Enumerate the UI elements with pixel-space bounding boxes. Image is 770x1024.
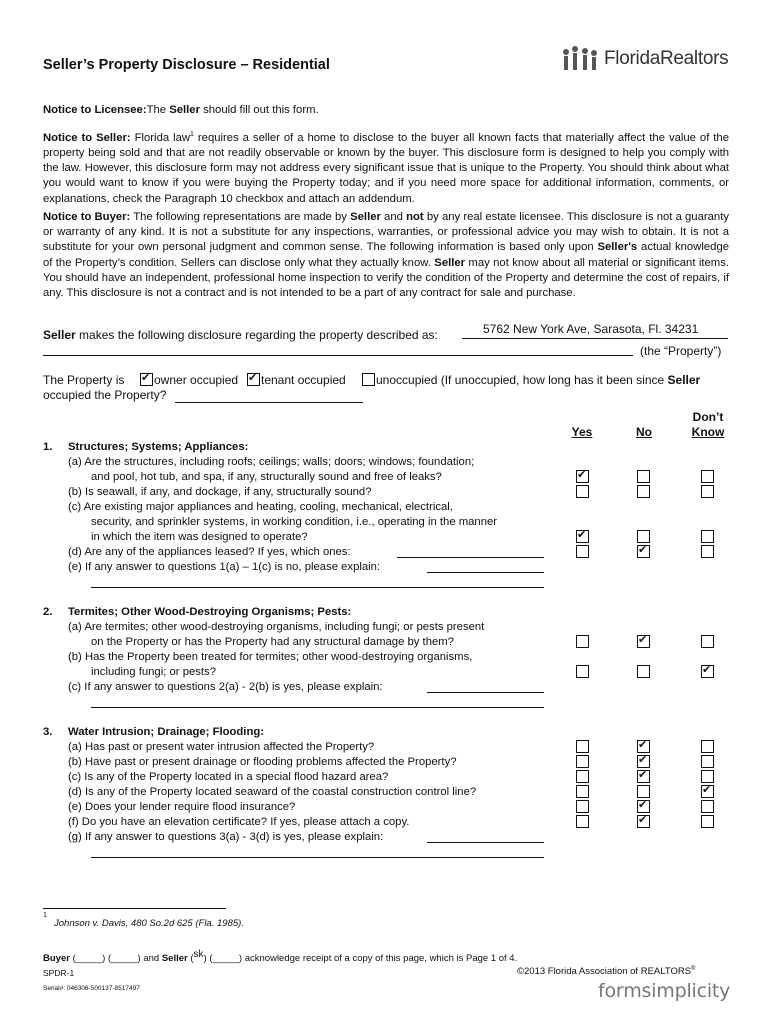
owner-occupied-label: owner occupied	[154, 373, 239, 387]
seller-initials: sk	[193, 949, 204, 960]
notice-seller: Notice to Seller: Florida law$^1$ requires a seller of a home to disclose to the buyer all known facts that materially affect the value of the property being sold and that are not readily observable or known by the buyer. This disclosure form is designed to help you comply with the law. However, this disclosure form may not address every significant issue that is unique to the Property. You should think about what you would want to know if you were buying the Property today; and if you need more space for additional information, comments, or explanations, check the Paragraph 10 checkbox and attach an addendum.	[43, 131, 729, 205]
section-3-num: 3.	[43, 726, 53, 738]
q1b-yes[interactable]	[576, 485, 589, 498]
q1d: (d) Are any of the appliances leased? If yes, which ones:	[68, 546, 351, 558]
occupancy-prefix: The Property is	[43, 373, 125, 387]
q1d-yes[interactable]	[576, 545, 589, 558]
address-line	[462, 338, 728, 339]
q3d-yes[interactable]	[576, 785, 589, 798]
q1d-no[interactable]	[637, 545, 650, 558]
q2a-no[interactable]	[637, 635, 650, 648]
col-yes: Yes	[571, 425, 593, 439]
q2b: (b) Has the Property been treated for termites; other wood-destroying organisms,	[68, 651, 473, 663]
q1c: (c) Are existing major appliances and heating, cooling, mechanical, electrical,	[68, 501, 453, 513]
q2b-dk[interactable]	[701, 665, 714, 678]
q1e-line[interactable]	[427, 572, 544, 573]
q2a-cont: on the Property or has the Property had any structural damage by them?	[91, 636, 454, 648]
q2a-yes[interactable]	[576, 635, 589, 648]
notice-buyer: Notice to Buyer: The following representations are made by Seller and not by any real estate licensee. This disclosure is not a guaranty or warranty of any kind. It is not a substitute for any inspections, warranties, or professional advice you may wish to obtain. It is not a substitute for your own personal judgment and common sense. The following information is based only upon Seller's actual knowledge of the Property’s condition. Sellers can disclose only what they actually know. Seller may not know about all material or significant items. You should have an independent, professional home inspection to verify the condition of the Property and determine the cost of repairs, if any. This disclosure is not a contract and is not intended to be a part of any contract for sale and purchase.	[43, 211, 730, 300]
footnote-text: Johnson v. Davis, 480 So.2d 625 (Fla. 1985).	[54, 918, 244, 929]
section-3-title: Water Intrusion; Drainage; Flooding:	[68, 726, 265, 738]
brand-name: FloridaRealtors	[604, 48, 729, 69]
q1a-dk[interactable]	[701, 470, 714, 483]
q3g-line[interactable]	[427, 842, 544, 843]
q3f-no[interactable]	[637, 815, 650, 828]
q3d-no[interactable]	[637, 785, 650, 798]
florida-realtors-logo	[560, 44, 730, 76]
q1b-dk[interactable]	[701, 485, 714, 498]
col-dont: Don’t	[692, 410, 724, 424]
property-suffix: (the “Property”)	[640, 344, 722, 358]
q1b-no[interactable]	[637, 485, 650, 498]
q3d: (d) Is any of the Property located seaward of the coastal construction control line?	[68, 786, 477, 798]
q3c-dk[interactable]	[701, 770, 714, 783]
property-intro: Seller makes the following disclosure regarding the property described as:	[43, 328, 438, 342]
notice-licensee: Notice to Licensee:The Seller should fill out this form.	[43, 104, 319, 116]
q3a-dk[interactable]	[701, 740, 714, 753]
q3e-dk[interactable]	[701, 800, 714, 813]
q1c-dk[interactable]	[701, 530, 714, 543]
q2a: (a) Are termites; other wood-destroying organisms, including fungi; or pests present	[68, 621, 485, 633]
q3a-yes[interactable]	[576, 740, 589, 753]
footnote-divider	[43, 908, 226, 909]
q3c: (c) Is any of the Property located in a special flood hazard area?	[68, 771, 389, 783]
q2c-line[interactable]	[427, 692, 544, 693]
occupied-since-line[interactable]	[175, 402, 363, 403]
page-title: Seller’s Property Disclosure – Residential	[43, 57, 330, 73]
q3f-yes[interactable]	[576, 815, 589, 828]
q3c-yes[interactable]	[576, 770, 589, 783]
copyright: ©2013 Florida Association of REALTORS®	[517, 966, 696, 978]
q1e-line2[interactable]	[91, 587, 544, 588]
q3f: (f) Do you have an elevation certificate? If yes, please attach a copy.	[68, 816, 410, 828]
q1a-yes[interactable]	[576, 470, 589, 483]
unoccupied-label: unoccupied (If unoccupied, how long has it been since Seller	[376, 373, 701, 387]
owner-occupied-checkbox[interactable]	[140, 373, 153, 386]
acknowledgement: Buyer (_____) (_____) and Seller (sk) (_____) acknowledge receipt of a copy of this page, which is Page 1 of 4.	[43, 949, 518, 964]
q3d-dk[interactable]	[701, 785, 714, 798]
q3g: (g) If any answer to questions 3(a) - 3(d) is yes, please explain:	[68, 831, 384, 843]
q3e: (e) Does your lender require flood insurance?	[68, 801, 296, 813]
formsimplicity-logo: formsimplicity	[598, 980, 731, 1002]
tenant-occupied-label: tenant occupied	[261, 373, 346, 387]
form-id: SPDR-1	[43, 968, 75, 978]
q1e: (e) If any answer to questions 1(a) – 1(c) is no, please explain:	[68, 561, 381, 573]
q3f-dk[interactable]	[701, 815, 714, 828]
q3b: (b) Have past or present drainage or flooding problems affected the Property?	[68, 756, 457, 768]
q1a-cont: and pool, hot tub, and spa, if any, structurally sound and free of leaks?	[91, 471, 442, 483]
q1c-yes[interactable]	[576, 530, 589, 543]
q3g-line2[interactable]	[91, 857, 544, 858]
q2a-dk[interactable]	[701, 635, 714, 648]
address-line-2	[43, 355, 633, 356]
q1a: (a) Are the structures, including roofs; ceilings; walls; doors; windows; foundation;	[68, 456, 475, 468]
q3b-yes[interactable]	[576, 755, 589, 768]
q2c-line2[interactable]	[91, 707, 544, 708]
q3b-no[interactable]	[637, 755, 650, 768]
col-no: No	[636, 425, 652, 439]
realtors-people-icon	[560, 44, 602, 76]
q3a: (a) Has past or present water intrusion affected the Property?	[68, 741, 375, 753]
tenant-occupied-checkbox[interactable]	[247, 373, 260, 386]
q1c-cont: security, and sprinkler systems, in working condition, i.e., operating in the manner	[91, 516, 498, 528]
q2c: (c) If any answer to questions 2(a) - 2(b) is yes, please explain:	[68, 681, 383, 693]
q2b-yes[interactable]	[576, 665, 589, 678]
q1c-cont2: in which the item was designed to operate?	[91, 531, 308, 543]
serial-number: Serial#: 046306-500137-8517497	[43, 985, 140, 992]
q1b: (b) Is seawall, if any, and dockage, if any, structurally sound?	[68, 486, 372, 498]
q1d-dk[interactable]	[701, 545, 714, 558]
q1d-line[interactable]	[397, 557, 544, 558]
col-know: Know	[691, 425, 725, 439]
q3c-no[interactable]	[637, 770, 650, 783]
occupied-since-label: occupied the Property?	[43, 388, 167, 402]
section-1-num: 1.	[43, 441, 53, 453]
q1c-no[interactable]	[637, 530, 650, 543]
q3e-yes[interactable]	[576, 800, 589, 813]
section-2-title: Termites; Other Wood-Destroying Organisms; Pests:	[68, 606, 352, 618]
q3b-dk[interactable]	[701, 755, 714, 768]
footnote-num: 1	[43, 912, 47, 919]
unoccupied-checkbox[interactable]	[362, 373, 375, 386]
section-2-num: 2.	[43, 606, 53, 618]
section-1-title: Structures; Systems; Appliances:	[68, 441, 249, 453]
q2b-cont: including fungi; or pests?	[91, 666, 216, 678]
q3e-no[interactable]	[637, 800, 650, 813]
q3a-no[interactable]	[637, 740, 650, 753]
property-address[interactable]: 5762 New York Ave, Sarasota, Fl. 34231	[483, 322, 699, 336]
q2b-no[interactable]	[637, 665, 650, 678]
q1a-no[interactable]	[637, 470, 650, 483]
